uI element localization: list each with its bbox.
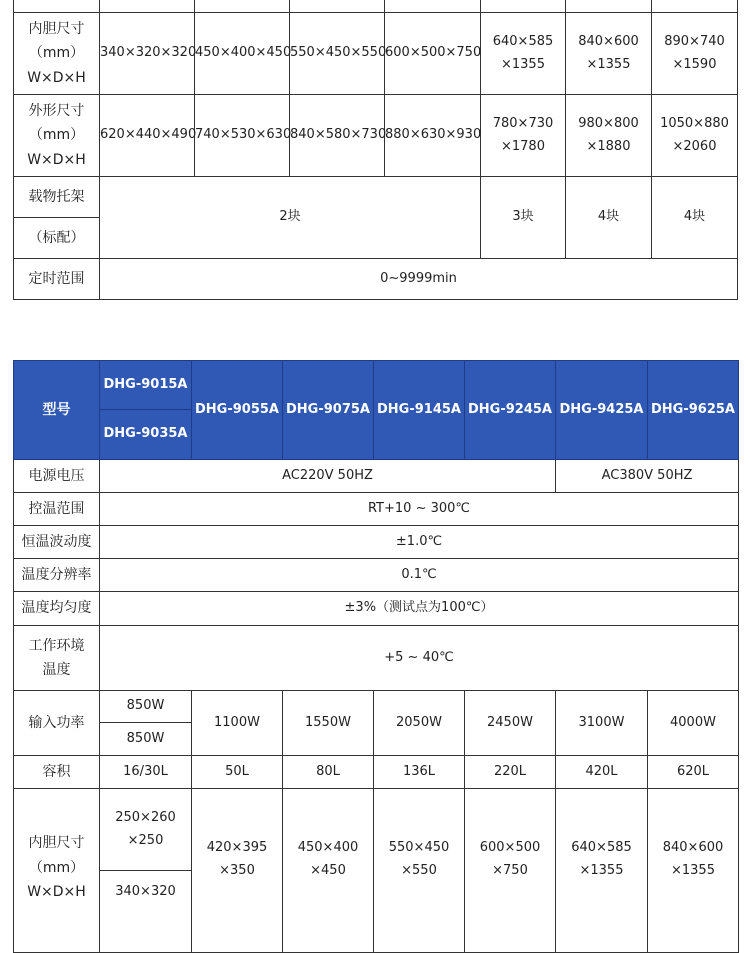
cell: 1100W	[192, 691, 283, 756]
cell: 50L	[192, 756, 283, 789]
table-row-outer-size	[14, 95, 738, 177]
cell: 640×585 ×1355	[556, 789, 648, 953]
cell: AC220V 50HZ	[100, 460, 556, 493]
cell: 1050×880 ×2060	[652, 95, 738, 177]
table-row-inner-size	[14, 789, 739, 871]
model-header: DHG-9035A	[100, 410, 192, 460]
cell: 4000W	[648, 691, 739, 756]
cell: 0~9999min	[100, 259, 738, 300]
header-row	[14, 361, 739, 410]
row-label: （标配）	[14, 218, 100, 259]
cell: 2050W	[374, 691, 465, 756]
table-row-shelves	[14, 177, 738, 218]
cell: 550×450 ×550	[374, 789, 465, 953]
row-label: 工作环境 温度	[14, 626, 100, 691]
row-label: 容积	[14, 756, 100, 789]
table-row-cut	[14, 0, 738, 13]
cell: 550×450×550	[290, 13, 385, 95]
row-label: 温度均匀度	[14, 592, 100, 626]
row-label: 载物托架	[14, 177, 100, 218]
cell: AC380V 50HZ	[556, 460, 739, 493]
cell: 420L	[556, 756, 648, 789]
row-label: 控温范围	[14, 493, 100, 526]
row-label: 外形尺寸 （mm） W×D×H	[14, 95, 100, 177]
cell: 16/30L	[100, 756, 192, 789]
cell: 3100W	[556, 691, 648, 756]
cell: 600×500×750	[385, 13, 481, 95]
cell: 850W	[100, 723, 192, 756]
model-header: DHG-9055A	[192, 361, 283, 460]
cell: 780×730 ×1780	[481, 95, 566, 177]
cell: 880×630×930	[385, 95, 481, 177]
cell: 4块	[652, 177, 738, 259]
table-row-voltage	[14, 460, 739, 493]
cell: 850W	[100, 691, 192, 723]
cell: 1550W	[283, 691, 374, 756]
cell: 136L	[374, 756, 465, 789]
cell: 620L	[648, 756, 739, 789]
cell: 890×740 ×1590	[652, 13, 738, 95]
model-header: DHG-9425A	[556, 361, 648, 460]
cell: 3块	[481, 177, 566, 259]
spec-table-lower	[13, 360, 739, 953]
table-row-uniformity	[14, 592, 739, 626]
row-label: 温度分辨率	[14, 559, 100, 592]
table-row-fluctuation	[14, 526, 739, 559]
cell: ±3%（测试点为100℃）	[100, 592, 739, 626]
table-row-inner-size	[14, 13, 738, 95]
cell: 450×400×450	[195, 13, 290, 95]
cell: 840×600 ×1355	[566, 13, 652, 95]
row-label: 内胆尺寸 （mm） W×D×H	[14, 789, 100, 953]
cell: 980×800 ×1880	[566, 95, 652, 177]
cell: 2块	[100, 177, 481, 259]
model-header: DHG-9625A	[648, 361, 739, 460]
spec-table-upper	[13, 0, 738, 300]
cell: 740×530×630	[195, 95, 290, 177]
table-row-resolution	[14, 559, 739, 592]
cell: 80L	[283, 756, 374, 789]
cell: 420×395 ×350	[192, 789, 283, 953]
model-header: DHG-9075A	[283, 361, 374, 460]
model-header: DHG-9145A	[374, 361, 465, 460]
table-row-temp-range	[14, 493, 739, 526]
cell: 640×585 ×1355	[481, 13, 566, 95]
cell: 840×600 ×1355	[648, 789, 739, 953]
model-header: DHG-9245A	[465, 361, 556, 460]
table-row-ambient	[14, 626, 739, 691]
row-label: 输入功率	[14, 691, 100, 756]
row-label: 恒温波动度	[14, 526, 100, 559]
header-label: 型号	[14, 361, 100, 460]
model-header: DHG-9015A	[100, 361, 192, 410]
cell: 840×580×730	[290, 95, 385, 177]
cell: 340×320×320	[100, 13, 195, 95]
cell: 600×500 ×750	[465, 789, 556, 953]
cell: ±1.0℃	[100, 526, 739, 559]
cell: 620×440×490	[100, 95, 195, 177]
cell: 340×320	[100, 871, 192, 953]
table-row-volume	[14, 756, 739, 789]
cell: 0.1℃	[100, 559, 739, 592]
row-label: 内胆尺寸 （mm） W×D×H	[14, 13, 100, 95]
row-label: 电源电压	[14, 460, 100, 493]
cell: RT+10 ~ 300℃	[100, 493, 739, 526]
cell: 4块	[566, 177, 652, 259]
cell: 2450W	[465, 691, 556, 756]
cell: 250×260 ×250	[100, 789, 192, 871]
cell: +5 ~ 40℃	[100, 626, 739, 691]
cell: 450×400 ×450	[283, 789, 374, 953]
cell: 220L	[465, 756, 556, 789]
table-row-power	[14, 691, 739, 723]
table-row-timer	[14, 259, 738, 300]
row-label: 定时范围	[14, 259, 100, 300]
